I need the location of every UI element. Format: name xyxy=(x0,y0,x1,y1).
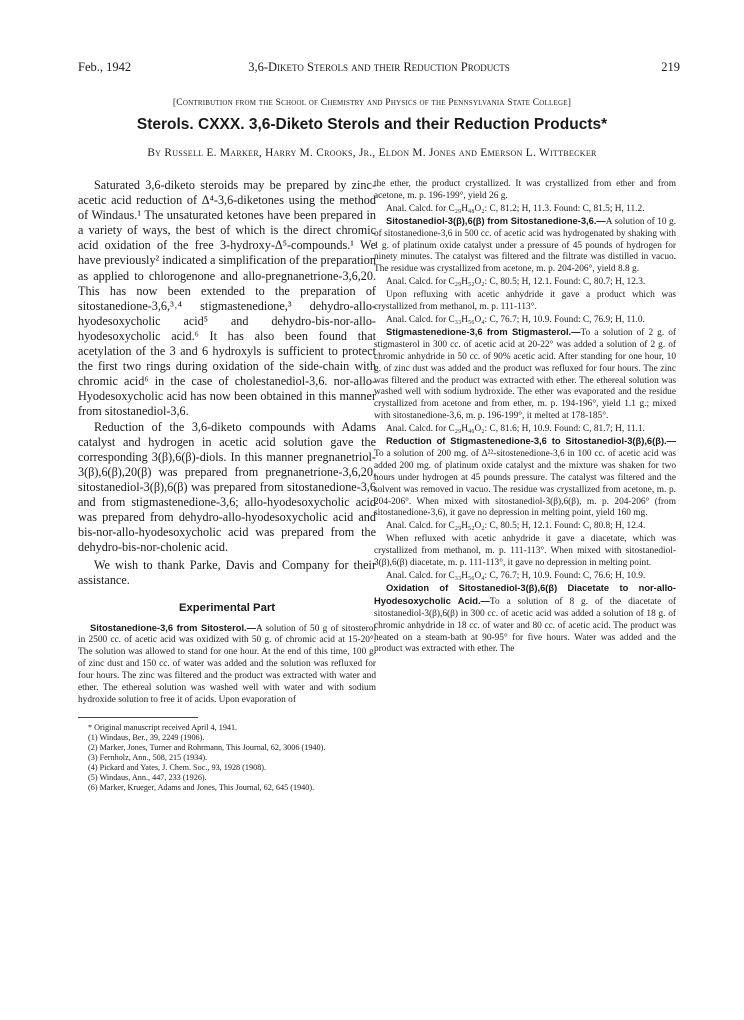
experimental-paragraph xyxy=(374,216,676,277)
procedure-text: Anal. Calcd. for C₂₉H₄₈O₂: C, 81.2; H, 11.3. Found: C, 81.5; H, 11.2. xyxy=(386,203,645,214)
analysis-paragraph xyxy=(374,276,676,289)
footnote: (4) Pickard and Yates, J. Chem. Soc., 93, 1928 (1908). xyxy=(88,763,267,773)
procedure-heading: Oxidation of Sitostanediol-3(β),6(β) Diacetate to nor-allo-Hyodesoxycholic Acid.— xyxy=(374,582,676,606)
experimental-paragraph xyxy=(78,623,376,707)
footnotes xyxy=(78,723,376,794)
header-running-title: 3,6-Diketo Sterols and their Reduction Products xyxy=(248,60,510,74)
footnote: * Original manuscript received April 4, 1941. xyxy=(88,722,238,732)
procedure-text: When refluxed with acetic anhydride it gave a diacetate, which was crystallized from methanol, m. p. 111-113°. When mixed with sitostanediol-3(β),6(β) diacetate, m. p. 111-113°, it gave no depression in melting point. xyxy=(374,534,676,569)
intro-paragraph: We wish to thank Parke, Davis and Company for their assistance. xyxy=(78,558,376,588)
author-line: By Russell E. Marker, Harry M. Crooks, Jr., Eldon M. Jones and Emerson L. Wittbecker xyxy=(147,147,597,159)
header-page-number: 219 xyxy=(661,60,680,74)
running-header xyxy=(78,60,680,78)
experimental-paragraph xyxy=(374,436,676,520)
procedure-heading: Sitostanediol-3(β),6(β) from Sitostanedione-3,6.— xyxy=(386,215,606,226)
experimental-heading: Experimental Part xyxy=(178,601,276,614)
experimental-paragraph xyxy=(374,178,676,203)
header-date: Feb., 1942 xyxy=(78,60,132,74)
procedure-text: Anal. Calcd. for C₃₃H₅₆O₄: C, 76.7; H, 10.9. Found: C, 76.9; H, 11.0. xyxy=(386,314,645,325)
footnote: (3) Fernholz, Ann., 508, 215 (1934). xyxy=(88,753,208,763)
footnote-rule xyxy=(78,717,198,718)
right-column xyxy=(374,178,676,656)
intro-paragraph: Saturated 3,6-diketo steroids may be prepared by zinc-acetic acid reduction of Δ⁴-3,6-diketones using the method of Windaus.¹ The unsaturated ketones have been prepared in a variety of ways, the best of which is the direct chromic acid oxidation of the free 3-hydroxy-Δ⁵-compounds.¹ We have previously² indicated a simplification of the preparation as applied to chlorogenone and allo-pregnanetrione-3,6,20. This has now been extended to the preparation of sitostanedione-3,6,³˒⁴ stigmastenedione,³ dehydro-allo-hyodesoxycholic acid⁵ and dehydro-bis-nor-allo-hyodesoxycholic acid.⁶ It has also been found that acetylation of the 3 and 6 hydroxyls is sufficient to protect the first two rings during oxidation of the side-chain with chromic acid⁶ in the case of cholestanediol-3,6. nor-allo-Hyodesoxycholic acid has now been obtained in this manner from sitostanediol-3,6. xyxy=(78,178,376,419)
experimental-paragraph xyxy=(374,289,676,314)
procedure-text: To a solution of 2 g. of stigmasterol in 300 cc. of acetic acid at 20-22° was added a solution of 2 g. of chromic anhydride in 50 cc. of 90% acetic acid. After standing for one hour, 10 g. of zinc dust was added and the product was refluxed for four hours. The zinc was filtered and the product was extracted with ether. The ethereal solution was washed well with sodium hydroxide. The ether was evaporated and the residue crystallized from acetone and from ether, m. p. 194-196°, yield 1.1 g.; mixed with sitostanedione-3,6, m. p. 196-199°, it melted at 178-185°. xyxy=(374,327,677,422)
procedure-text: Anal. Calcd. for C₂₉H₅₂O₂: C, 80.5; H, 12.1. Found: C, 80.7; H, 12.3. xyxy=(386,277,646,288)
footnote: (2) Marker, Jones, Turner and Rohrmann, This Journal, 62, 3006 (1940). xyxy=(88,743,326,753)
intro-paragraph: Reduction of the 3,6-diketo compounds with Adams catalyst and hydrogen in acetic acid solution gave the corresponding 3(β),6(β)-diols. In this manner pregnanetriol-3(β),6(β),20(β) was prepared from pregnanetrione-3,6,20, sitostanediol-3(β),6(β) was prepared from sitostanedione-3,6 and from stigmastenedione-3,6; allo-hyodesoxycholic acid was prepared from dehydro-allo-hyodesoxycholic acid and bis-nor-allo-hyodesoxycholic acid was prepared from the dehydro-bis-nor-cholenic acid. xyxy=(78,419,376,555)
procedure-text: To a solution of 200 mg. of Δ²²-sitostenedione-3,6 in 100 cc. of acetic acid was added 200 mg. of platinum oxide catalyst and the mixture was shaken for two hours under hydrogen at 45 pounds pressure. The catalyst was filtered and the solvent was removed in vacuo. The residue was crystallized from acetone, m. p. 204-206°. When mixed with sitostanediol-3(β),6(β), m. p. 204-206° (from sitostanedione-3,6), it gave no depression in melting point, yield 160 mg. xyxy=(374,448,676,519)
procedure-text: Upon refluxing with acetic anhydride it gave a product which was crystallized from methanol, m. p. 111-113°. xyxy=(374,290,676,313)
left-column xyxy=(78,178,376,794)
footnote: (6) Marker, Krueger, Adams and Jones, This Journal, 62, 645 (1940). xyxy=(88,783,315,793)
procedure-text: Anal. Calcd. for C₃₃H₅₆O₄: C, 76.7; H, 10.9. Found: C, 76.6; H, 10.9. xyxy=(386,571,646,581)
procedure-text: To a solution of 8 g. of the diacetate of sitostanediol-3(β),6(β) in 300 cc. of acetic acid was added a solution of 18 g. of chromic anhydride in 18 cc. of water and 80 cc. of acetic acid. The product was heated on a steam-bath at 90-95° for five hours. Water was added and the product was extracted with ether. The xyxy=(374,596,676,655)
procedure-text: A solution of 50 g of sitosterol in 2500 cc. of acetic acid was oxidized with 50 g. of chromic acid at 15-20°. The solution was allowed to stand for one hour. At the end of this time, 100 g. of zinc dust and 150 cc. of water was added and the solution was refluxed for four hours. The zinc was filtered and the product was extracted with water and ether. The ethereal solution was washed well with water and with sodium hydroxide solution to free it of acids. Upon evaporation of xyxy=(78,623,377,705)
footnote: (5) Windaus, Ann., 447, 233 (1926). xyxy=(88,773,207,783)
article-title: Sterols. CXXX. 3,6-Diketo Sterols and their Reduction Products* xyxy=(136,116,608,133)
experimental-paragraph xyxy=(374,327,676,423)
left-experimental xyxy=(78,623,376,707)
analysis-paragraph xyxy=(374,520,676,533)
procedure-heading: Sitostanedione-3,6 from Sitosterol.— xyxy=(90,622,256,633)
procedure-heading: Reduction of Stigmastenedione-3,6 to Sitostanediol-3(β),6(β).— xyxy=(386,436,676,447)
procedure-text: the ether, the product crystallized. It was crystallized from ether and from acetone, m. p. 196-199°, yield 26 g. xyxy=(374,179,676,201)
footnote: (1) Windaus, Ber., 39, 2249 (1906). xyxy=(88,732,205,742)
procedure-heading: Stigmastenedione-3,6 from Stigmasterol.— xyxy=(386,326,581,337)
procedure-text: Anal. Calcd. for C₂₉H₄₆O₂: C, 81.6; H, 10.9. Found: C, 81.7; H, 11.1. xyxy=(386,424,645,435)
introduction xyxy=(78,178,376,589)
analysis-paragraph xyxy=(374,314,676,327)
experimental-paragraph xyxy=(374,583,676,656)
analysis-paragraph xyxy=(374,570,676,583)
experimental-paragraph xyxy=(374,533,676,570)
analysis-paragraph xyxy=(374,423,676,436)
analysis-paragraph xyxy=(374,203,676,216)
procedure-text: A solution of 10 g. of sitostanedione-3,6 in 500 cc. of acetic acid was hydrogenated by shaking with 1 g. of platinum oxide catalyst under a pressure of 45 pounds of hydrogen for ninety minutes. The catalyst was filtered and the filtrate was distilled in vacuo. The residue was crystallized from acetone, m. p. 204-206°, yield 8.8 g. xyxy=(374,216,676,275)
procedure-text: Anal. Calcd. for C₂₉H₅₂O₂: C, 80.5; H, 12.1. Found: C, 80.8; H, 12.4. xyxy=(386,521,646,532)
contribution-line: [Contribution from the School of Chemistry and Physics of the Pennsylvania State College] xyxy=(172,97,572,108)
